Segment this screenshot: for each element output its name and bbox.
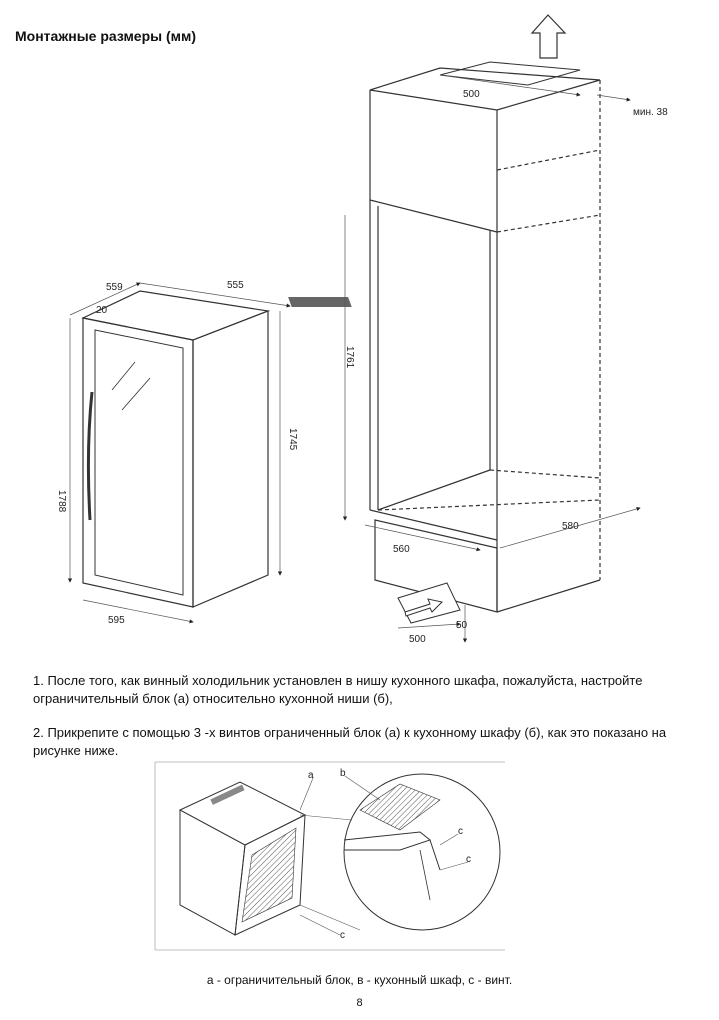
dim-560: 560: [393, 544, 410, 555]
dim-595: 595: [108, 615, 125, 626]
dim-500-top: 500: [463, 89, 480, 100]
dim-555: 555: [227, 280, 244, 291]
callout-b: b: [340, 768, 346, 779]
callout-c-2: c: [466, 854, 471, 865]
callout-a: a: [308, 770, 314, 781]
dim-559: 559: [106, 282, 123, 293]
dim-580: 580: [562, 521, 579, 532]
callout-c-1: c: [458, 826, 463, 837]
dim-1761: 1761: [344, 346, 355, 369]
dim-min-38: мин. 38: [633, 107, 668, 118]
figure-caption: а - ограничительный блок, в - кухонный шкаф, с - винт.: [206, 973, 513, 987]
page-title: Монтажные размеры (мм): [15, 28, 197, 44]
control-panel-icon: [288, 297, 352, 307]
mounting-detail-figure: [155, 762, 505, 950]
instruction-2: 2. Прикрепите с помощью 3 -х винтов ограниченный блок (а) к кухонному шкафу (б), как это показано на рисунке ниже.: [33, 725, 667, 758]
dim-20: 20: [96, 305, 108, 316]
dim-1788: 1788: [56, 490, 67, 513]
instruction-1: 1. После того, как винный холодильник установлен в нишу кухонного шкафа, пожалуйста, настройте ограничительный блок (а) относительно кухонной ниши (б),: [33, 673, 643, 706]
dim-1745: 1745: [287, 428, 298, 451]
arrow-up-icon: [532, 15, 565, 58]
page-number: 8: [356, 997, 363, 1009]
wine-cooler-drawing: [83, 291, 352, 607]
cabinet-niche-dimensions: [345, 75, 640, 642]
callout-c-3: c: [340, 930, 345, 941]
dim-50: 50: [456, 620, 468, 631]
dim-500-bottom: 500: [409, 634, 426, 645]
